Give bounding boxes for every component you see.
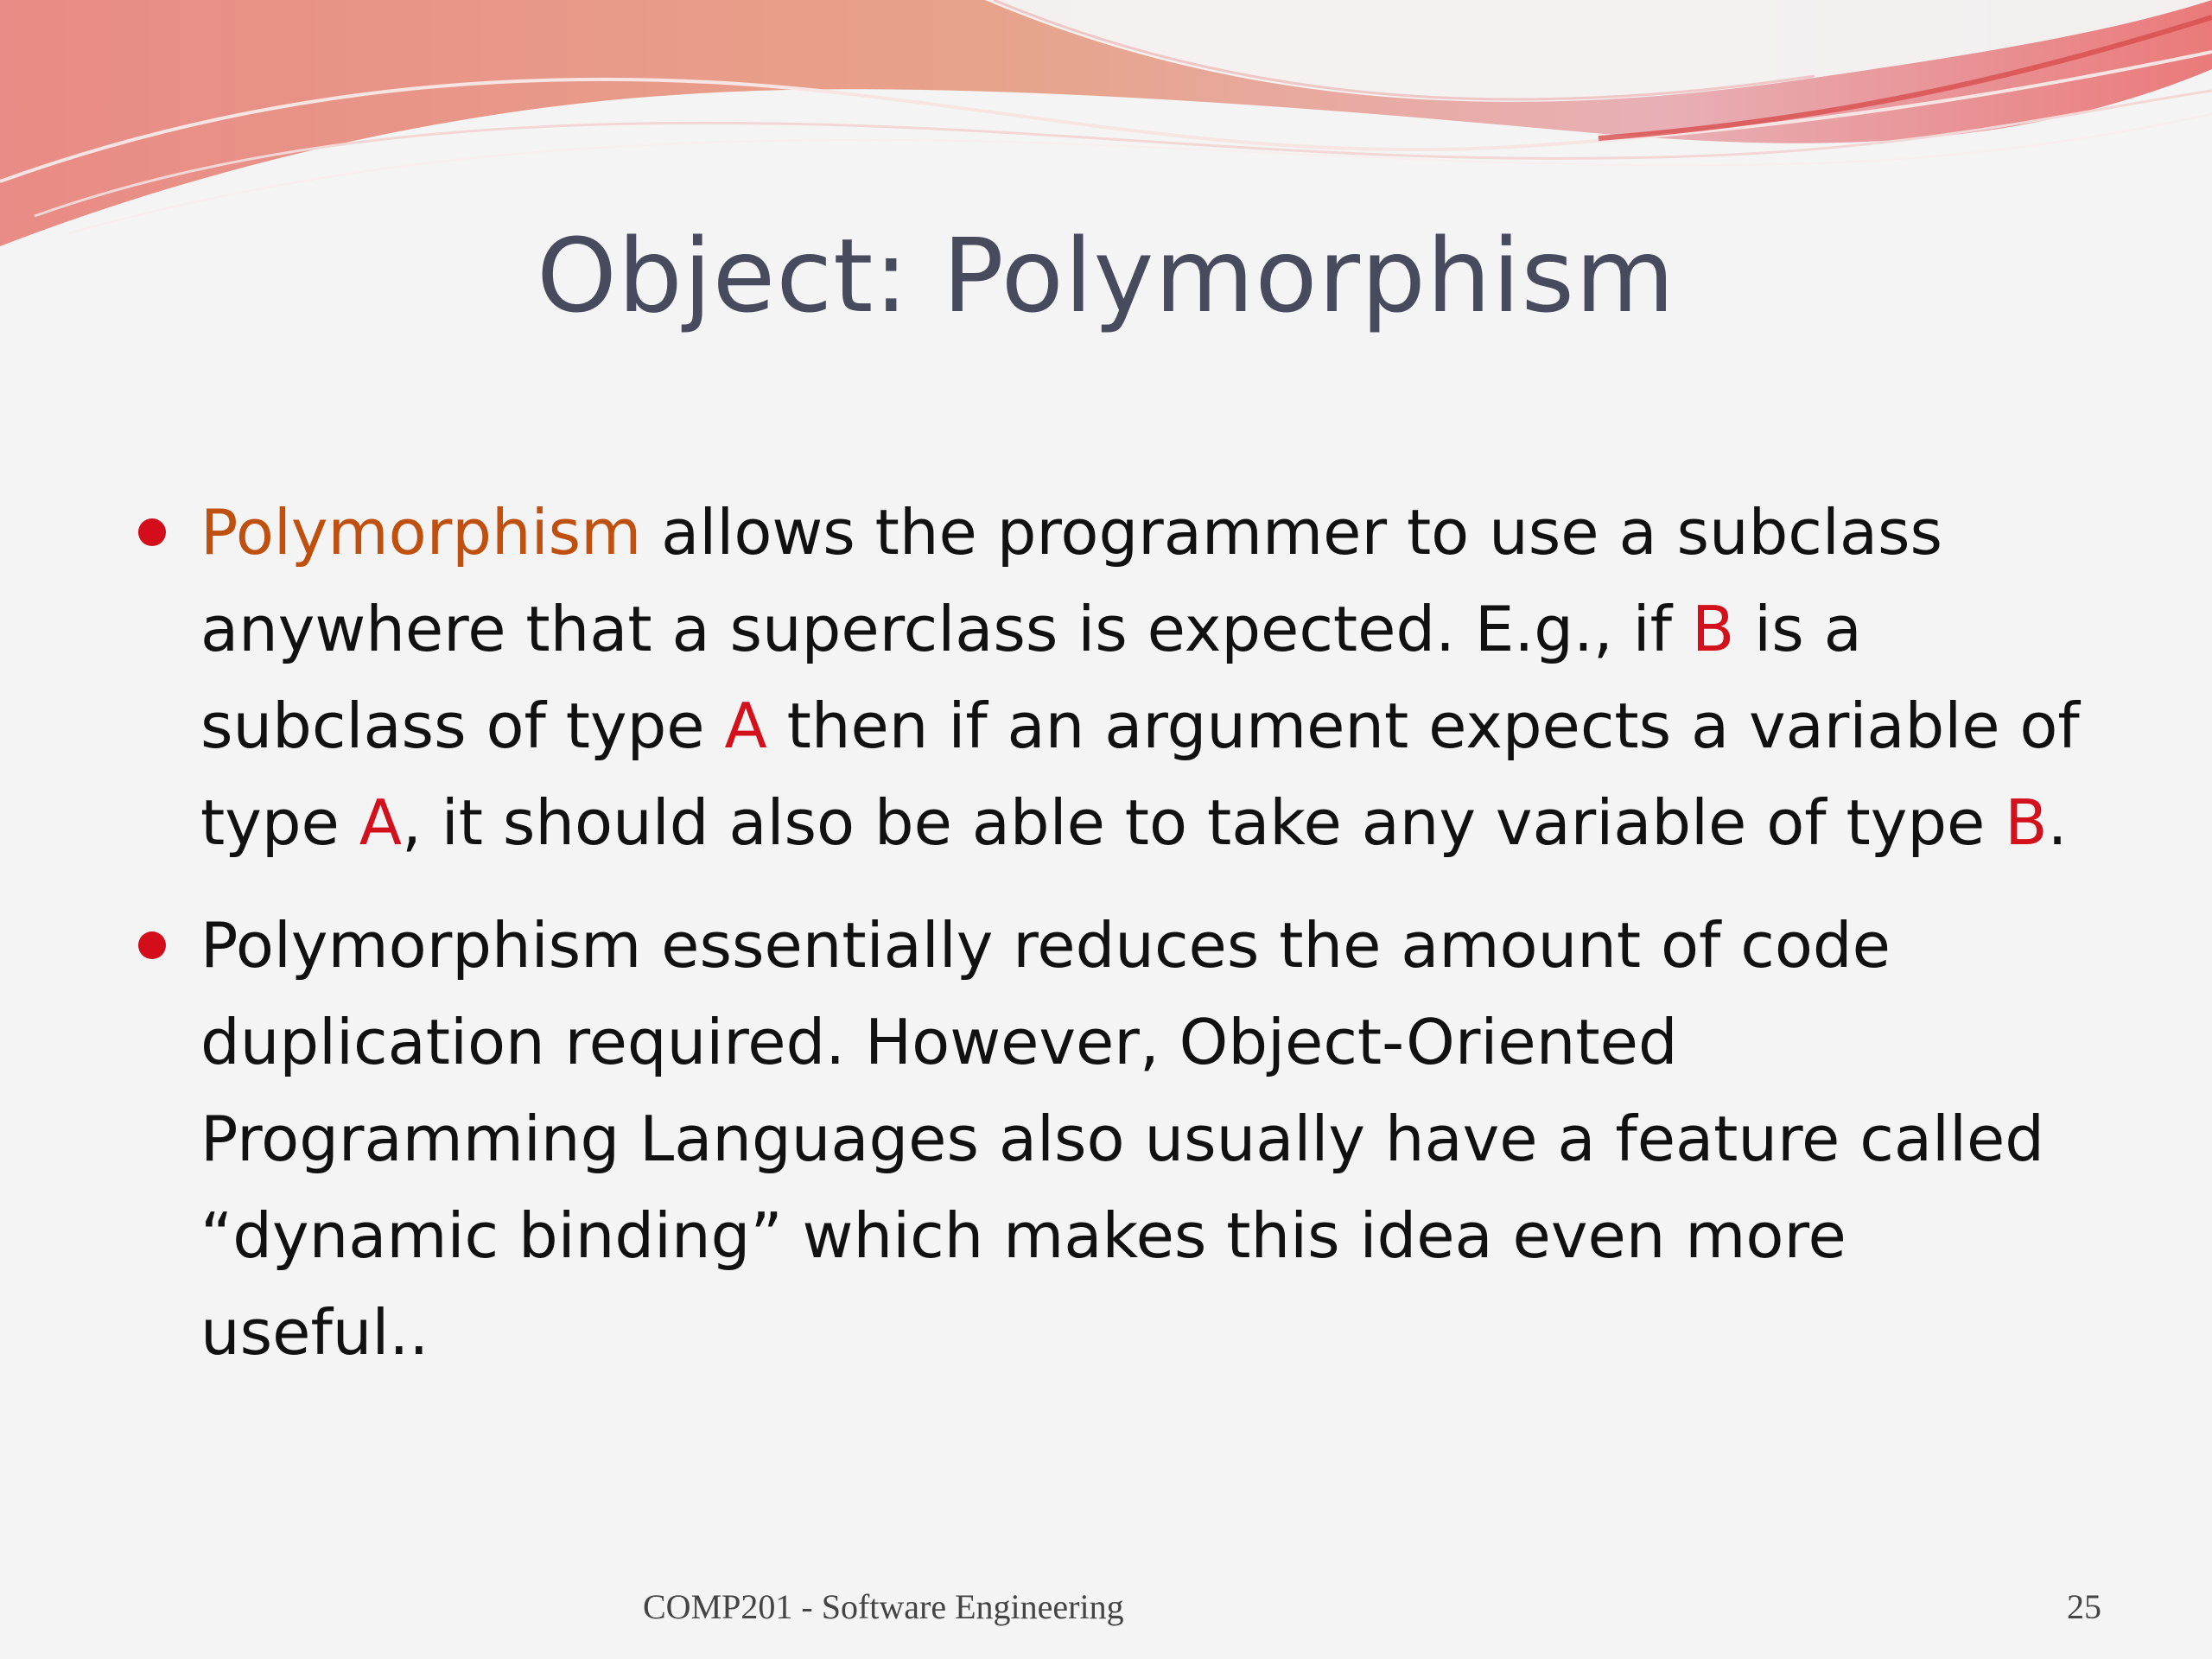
bullet-text: allows the programmer to use a subclass anywhere that a superclass is expected. E.g., if	[200, 496, 1943, 665]
bullet-item-1	[138, 484, 2091, 871]
bullet-text: is a subclass of type	[200, 593, 1862, 762]
term-polymorphism: Polymorphism	[200, 496, 642, 569]
type-b: B	[1691, 593, 1735, 665]
type-b: B	[2005, 786, 2048, 859]
bullet-list	[138, 484, 2091, 1407]
type-a: A	[359, 786, 402, 859]
bullet-text: , it should also be able to take any variable of type	[402, 786, 2005, 859]
page-number: 25	[2067, 1587, 2101, 1626]
bullet-item-2	[138, 897, 2091, 1381]
footer-course: COMP201 - Software Engineering	[643, 1587, 1124, 1626]
bullet-dot-icon	[138, 518, 166, 546]
bullet-text: then if an argument expects a variable of type	[200, 690, 2080, 859]
slide-title: Object: Polymorphism	[537, 216, 1675, 335]
bullet-text: .	[2047, 786, 2068, 859]
bullet-dot-icon	[138, 931, 166, 959]
bullet-text: Polymorphism essentially reduces the amount of code duplication required. However, Object-Oriented Programming Languages also usually have a feature called “dynamic binding” which makes this idea even more useful..	[200, 909, 2044, 1369]
type-a: A	[724, 690, 767, 762]
